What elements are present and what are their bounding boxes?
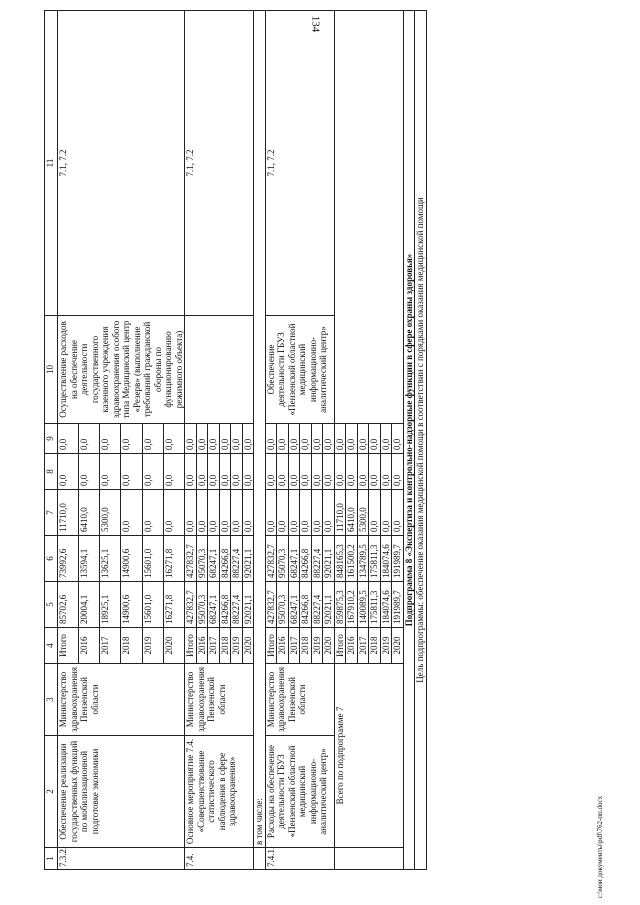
value-cell: 0,0 bbox=[185, 424, 197, 454]
value-cell: 0,0 bbox=[323, 490, 335, 536]
value-cell: 848165,3 bbox=[334, 536, 346, 582]
value-cell: 0,0 bbox=[265, 490, 277, 536]
value-cell: 88227,4 bbox=[231, 536, 243, 582]
value-cell: 427832,7 bbox=[265, 582, 277, 628]
value-cell: 2016 bbox=[196, 628, 208, 664]
value-cell: 0,0 bbox=[185, 454, 197, 490]
value-cell: 427832,7 bbox=[185, 582, 197, 628]
value-cell: 0,0 bbox=[100, 424, 121, 454]
measure-name: Обеспечение реализации государственных функций по мобилизационной подготовке экономики bbox=[58, 736, 185, 848]
value-cell: 0,0 bbox=[231, 424, 243, 454]
value-cell: 0,0 bbox=[58, 424, 79, 454]
value-cell: 0,0 bbox=[357, 454, 369, 490]
value-cell: 191989,7 bbox=[392, 536, 404, 582]
value-cell: 95070,3 bbox=[196, 582, 208, 628]
value-cell: 84266,8 bbox=[300, 536, 312, 582]
table-row bbox=[185, 11, 197, 870]
value-cell: 0,0 bbox=[265, 454, 277, 490]
value-cell: 5300,0 bbox=[100, 490, 121, 536]
value-cell: 0,0 bbox=[277, 424, 289, 454]
value-cell: 0,0 bbox=[277, 490, 289, 536]
value-cell: Итого bbox=[334, 628, 346, 664]
value-cell: 0,0 bbox=[288, 454, 300, 490]
executor: Министерство здравоохранения Пензенской области bbox=[58, 664, 185, 736]
total-row bbox=[334, 11, 346, 870]
table-body bbox=[58, 11, 427, 870]
value-cell: Итого bbox=[185, 628, 197, 664]
row-number: 7.4.1. bbox=[265, 848, 334, 870]
col-header: 9 bbox=[45, 424, 58, 454]
value-cell: 14900,6 bbox=[121, 582, 142, 628]
value-cell: 0,0 bbox=[163, 424, 184, 454]
value-cell: 2017 bbox=[208, 628, 220, 664]
value-cell: 2017 bbox=[357, 628, 369, 664]
value-cell: 14900,6 bbox=[121, 536, 142, 582]
col-header: 3 bbox=[45, 664, 58, 736]
value-cell: 95070,3 bbox=[277, 582, 289, 628]
col-header: 1 bbox=[45, 848, 58, 870]
value-cell: 0,0 bbox=[208, 424, 220, 454]
executor: Министерство здравоохранения Пензенской области bbox=[265, 664, 334, 736]
value-cell: 0,0 bbox=[163, 454, 184, 490]
value-cell: 2016 bbox=[277, 628, 289, 664]
value-cell: 0,0 bbox=[380, 424, 392, 454]
value-cell: 88227,4 bbox=[311, 536, 323, 582]
value-cell: 0,0 bbox=[121, 424, 142, 454]
value-cell: 16271,8 bbox=[163, 536, 184, 582]
value-cell: 0,0 bbox=[300, 490, 312, 536]
value-cell: 0,0 bbox=[380, 454, 392, 490]
budget-table bbox=[44, 10, 427, 870]
value-cell: 6410,0 bbox=[346, 490, 358, 536]
col-header: 8 bbox=[45, 454, 58, 490]
value-cell: 88227,4 bbox=[311, 582, 323, 628]
rotated-table-page bbox=[44, 10, 596, 870]
value-cell: 0,0 bbox=[346, 424, 358, 454]
col-header: 5 bbox=[45, 582, 58, 628]
value-cell: 2016 bbox=[79, 628, 100, 664]
value-cell: 92021,1 bbox=[242, 582, 254, 628]
value-cell: 84266,8 bbox=[300, 582, 312, 628]
value-cell: 0,0 bbox=[142, 490, 163, 536]
value-cell: 16271,8 bbox=[163, 582, 184, 628]
value-cell: 68247,1 bbox=[288, 582, 300, 628]
value-cell: 0,0 bbox=[288, 424, 300, 454]
value-cell: 73992,6 bbox=[58, 536, 79, 582]
value-cell: 0,0 bbox=[121, 454, 142, 490]
value-cell: 2020 bbox=[392, 628, 404, 664]
value-cell: 0,0 bbox=[231, 454, 243, 490]
value-cell: 95070,3 bbox=[277, 536, 289, 582]
value-cell: 13625,1 bbox=[100, 536, 121, 582]
value-cell: 0,0 bbox=[300, 454, 312, 490]
table-row bbox=[403, 11, 415, 870]
value-cell: 0,0 bbox=[196, 454, 208, 490]
value-cell: 0,0 bbox=[219, 490, 231, 536]
value-cell: 167910,2 bbox=[346, 582, 358, 628]
value-cell: 92021,1 bbox=[323, 582, 335, 628]
value-cell: 0,0 bbox=[392, 424, 404, 454]
value-cell: 0,0 bbox=[265, 424, 277, 454]
value-cell: 18925,1 bbox=[100, 582, 121, 628]
value-cell: 0,0 bbox=[100, 454, 121, 490]
indicator-ref: 7.1, 7.2 bbox=[185, 11, 254, 316]
value-cell: 0,0 bbox=[277, 454, 289, 490]
value-cell: 68247,1 bbox=[288, 536, 300, 582]
value-cell: 0,0 bbox=[369, 424, 381, 454]
value-cell: 11710,0 bbox=[58, 490, 79, 536]
value-cell: 0,0 bbox=[121, 490, 142, 536]
indicator-ref: 7.1, 7.2 bbox=[265, 11, 334, 316]
value-cell: 0,0 bbox=[369, 490, 381, 536]
value-cell: 0,0 bbox=[311, 490, 323, 536]
col-header: 7 bbox=[45, 490, 58, 536]
col-header: 4 bbox=[45, 628, 58, 664]
value-cell: 0,0 bbox=[79, 454, 100, 490]
value-cell: 0,0 bbox=[196, 490, 208, 536]
value-cell: 88227,4 bbox=[231, 582, 243, 628]
value-cell: 15601,0 bbox=[142, 536, 163, 582]
value-cell: 0,0 bbox=[300, 424, 312, 454]
value-cell: 0,0 bbox=[242, 490, 254, 536]
executor: Министерство здравоохранения Пензенской области bbox=[185, 664, 254, 736]
value-cell: 0,0 bbox=[163, 490, 184, 536]
total-label: Всего по подпрограмме 7 bbox=[334, 664, 403, 848]
value-cell: 20004,1 bbox=[79, 582, 100, 628]
value-cell: 68247,1 bbox=[208, 536, 220, 582]
value-cell: 0,0 bbox=[392, 454, 404, 490]
value-cell: 0,0 bbox=[208, 490, 220, 536]
value-cell: 427832,7 bbox=[265, 536, 277, 582]
value-cell: 0,0 bbox=[242, 424, 254, 454]
subprogram-goal: Цель подпрограммы: обеспечение оказания медицинской помощи в соответствии с порядками оказания медицинской помощи bbox=[415, 11, 427, 870]
value-cell: 2016 bbox=[346, 628, 358, 664]
value-cell: 13594,1 bbox=[79, 536, 100, 582]
value-cell: 0,0 bbox=[142, 424, 163, 454]
value-cell: 2020 bbox=[323, 628, 335, 664]
value-cell: 427832,7 bbox=[185, 536, 197, 582]
value-cell: 11710,0 bbox=[334, 490, 346, 536]
table-row bbox=[415, 11, 427, 870]
value-cell: 184074,6 bbox=[380, 536, 392, 582]
value-cell: 191989,7 bbox=[392, 582, 404, 628]
value-cell: 84266,8 bbox=[219, 536, 231, 582]
col-header: 11 bbox=[45, 11, 58, 316]
value-cell: 2019 bbox=[142, 628, 163, 664]
value-cell: 140089,5 bbox=[357, 582, 369, 628]
value-cell: 85702,6 bbox=[58, 582, 79, 628]
value-cell: 0,0 bbox=[219, 424, 231, 454]
value-cell: 2020 bbox=[242, 628, 254, 664]
value-cell: 0,0 bbox=[346, 454, 358, 490]
value-cell: 859875,3 bbox=[334, 582, 346, 628]
value-cell: 2018 bbox=[219, 628, 231, 664]
value-cell: 0,0 bbox=[58, 454, 79, 490]
value-cell: 0,0 bbox=[334, 454, 346, 490]
row-number: 7.4. bbox=[185, 848, 254, 870]
expected-result: Осуществление расходов на обеспечение деятельности государственного казенного учреждения здравоохранения особого типа Медицинский центр «Резерв» (выполнение требований гражданской обороны по функционированию режимного объекта) bbox=[58, 316, 185, 424]
value-cell: 2017 bbox=[100, 628, 121, 664]
row-number: 7.3.2. bbox=[58, 848, 185, 870]
footer-file-path: c:\мои документы\pdf\762-пп.docx bbox=[596, 795, 604, 898]
measure-name: Расходы на обеспечение деятельности ГБУЗ «Пензенский областной медицинский информационно-аналитический центр» bbox=[265, 736, 334, 848]
table-row bbox=[58, 11, 79, 870]
measure-name: Основное мероприятие 7.4. «Совершенствование статистического наблюдения в сфере здравоохранения» bbox=[185, 736, 254, 848]
value-cell: 2018 bbox=[369, 628, 381, 664]
value-cell: 2019 bbox=[311, 628, 323, 664]
empty-cell bbox=[334, 848, 403, 870]
value-cell: 95070,3 bbox=[196, 536, 208, 582]
value-cell: 0,0 bbox=[311, 424, 323, 454]
value-cell: 175811,3 bbox=[369, 582, 381, 628]
value-cell: 5300,0 bbox=[357, 490, 369, 536]
table-row bbox=[254, 11, 266, 870]
value-cell: Итого bbox=[265, 628, 277, 664]
value-cell: 84266,8 bbox=[219, 582, 231, 628]
value-cell: 0,0 bbox=[392, 490, 404, 536]
value-cell: 0,0 bbox=[369, 454, 381, 490]
expected-result: Обеспечение деятельности ГБУЗ «Пензенский областной медицинский информационно-аналитический центр» bbox=[265, 316, 334, 424]
value-cell: 15601,0 bbox=[142, 582, 163, 628]
value-cell: 0,0 bbox=[79, 424, 100, 454]
value-cell: 0,0 bbox=[231, 490, 243, 536]
value-cell: 92021,1 bbox=[323, 536, 335, 582]
empty-cell bbox=[334, 11, 403, 424]
indicator-ref: 7.1, 7.2 bbox=[58, 11, 185, 316]
value-cell: 0,0 bbox=[357, 424, 369, 454]
value-cell: 2018 bbox=[121, 628, 142, 664]
value-cell: 0,0 bbox=[242, 454, 254, 490]
value-cell: 92021,1 bbox=[242, 536, 254, 582]
col-header: 10 bbox=[45, 316, 58, 424]
page-number: 134 bbox=[309, 15, 322, 33]
value-cell: 0,0 bbox=[380, 490, 392, 536]
expected-result bbox=[185, 316, 254, 424]
col-header: 2 bbox=[45, 736, 58, 848]
value-cell: 0,0 bbox=[185, 490, 197, 536]
table-row bbox=[265, 11, 277, 870]
subprogram-title: Подпрограмма 8 «Экспертиза и контрольно-надзорные функции в сфере охраны здоровья» bbox=[403, 11, 415, 870]
value-cell: 2017 bbox=[288, 628, 300, 664]
col-header: 6 bbox=[45, 536, 58, 582]
column-number-row bbox=[45, 11, 58, 870]
value-cell: 175811,3 bbox=[369, 536, 381, 582]
value-cell: 0,0 bbox=[311, 454, 323, 490]
empty-cell bbox=[254, 848, 266, 870]
value-cell: 0,0 bbox=[208, 454, 220, 490]
value-cell: 2019 bbox=[380, 628, 392, 664]
value-cell: 161500,2 bbox=[346, 536, 358, 582]
value-cell: 0,0 bbox=[219, 454, 231, 490]
value-cell: 0,0 bbox=[196, 424, 208, 454]
value-cell: 2018 bbox=[300, 628, 312, 664]
value-cell: 2019 bbox=[231, 628, 243, 664]
in-total-label: в том числе: bbox=[254, 11, 266, 848]
value-cell: 2020 bbox=[163, 628, 184, 664]
value-cell: Итого bbox=[58, 628, 79, 664]
value-cell: 0,0 bbox=[323, 454, 335, 490]
value-cell: 0,0 bbox=[288, 490, 300, 536]
value-cell: 134789,5 bbox=[357, 536, 369, 582]
value-cell: 0,0 bbox=[142, 454, 163, 490]
value-cell: 68247,1 bbox=[208, 582, 220, 628]
value-cell: 0,0 bbox=[323, 424, 335, 454]
value-cell: 6410,0 bbox=[79, 490, 100, 536]
value-cell: 0,0 bbox=[334, 424, 346, 454]
value-cell: 184074,6 bbox=[380, 582, 392, 628]
